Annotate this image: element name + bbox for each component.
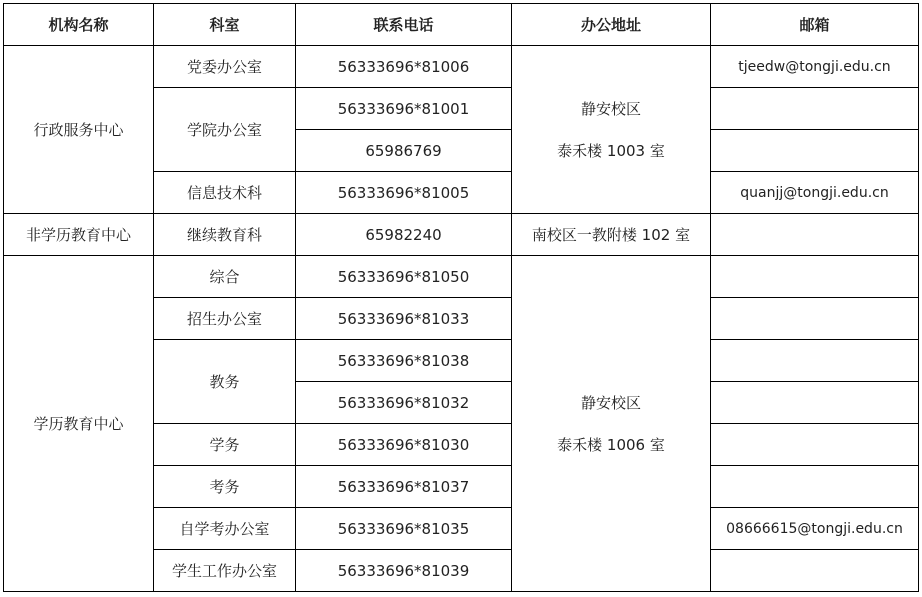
org-cell-non-degree: 非学历教育中心 <box>4 214 154 256</box>
address-campus: 静安校区 <box>580 99 641 118</box>
dept-cell: 自学考办公室 <box>154 508 296 550</box>
phone-cell: 56333696*81001 <box>296 88 512 130</box>
email-cell <box>711 130 919 172</box>
dept-cell: 学生工作办公室 <box>154 550 296 592</box>
email-cell <box>711 256 919 298</box>
contact-table <box>3 3 919 592</box>
email-cell <box>711 298 919 340</box>
dept-cell: 招生办公室 <box>154 298 296 340</box>
dept-cell: 学务 <box>154 424 296 466</box>
dept-cell: 党委办公室 <box>154 46 296 88</box>
email-cell <box>711 382 919 424</box>
email-cell <box>711 550 919 592</box>
dept-cell: 综合 <box>154 256 296 298</box>
header-address: 办公地址 <box>512 4 711 46</box>
address-cell-jingan-1003 <box>512 46 711 214</box>
phone-cell: 56333696*81039 <box>296 550 512 592</box>
header-email: 邮箱 <box>711 4 919 46</box>
phone-cell: 56333696*81033 <box>296 298 512 340</box>
email-cell <box>711 424 919 466</box>
header-row <box>4 4 919 46</box>
phone-cell: 56333696*81050 <box>296 256 512 298</box>
dept-cell: 考务 <box>154 466 296 508</box>
address-cell-south-102: 南校区一教附楼 102 室 <box>512 214 711 256</box>
address-room: 泰禾楼 1006 室 <box>557 435 665 454</box>
dept-cell: 学院办公室 <box>154 88 296 172</box>
email-cell: quanjj@tongji.edu.cn <box>711 172 919 214</box>
address-campus: 静安校区 <box>580 393 641 412</box>
header-org: 机构名称 <box>4 4 154 46</box>
email-cell: tjeedw@tongji.edu.cn <box>711 46 919 88</box>
table-row <box>4 214 919 256</box>
phone-cell: 56333696*81006 <box>296 46 512 88</box>
org-cell-admin: 行政服务中心 <box>4 46 154 214</box>
phone-cell: 56333696*81005 <box>296 172 512 214</box>
phone-cell: 56333696*81032 <box>296 382 512 424</box>
dept-cell: 教务 <box>154 340 296 424</box>
address-cell-jingan-1006 <box>512 256 711 592</box>
phone-cell: 65986769 <box>296 130 512 172</box>
email-cell <box>711 214 919 256</box>
phone-cell: 56333696*81030 <box>296 424 512 466</box>
org-cell-degree: 学历教育中心 <box>4 256 154 592</box>
email-cell <box>711 340 919 382</box>
phone-cell: 56333696*81038 <box>296 340 512 382</box>
phone-cell: 56333696*81037 <box>296 466 512 508</box>
email-cell: 08666615@tongji.edu.cn <box>711 508 919 550</box>
header-phone: 联系电话 <box>296 4 512 46</box>
header-dept: 科室 <box>154 4 296 46</box>
dept-cell: 继续教育科 <box>154 214 296 256</box>
address-room: 泰禾楼 1003 室 <box>557 141 665 160</box>
email-cell <box>711 88 919 130</box>
phone-cell: 65982240 <box>296 214 512 256</box>
table-row <box>4 46 919 88</box>
phone-cell: 56333696*81035 <box>296 508 512 550</box>
table-row <box>4 256 919 298</box>
email-cell <box>711 466 919 508</box>
dept-cell: 信息技术科 <box>154 172 296 214</box>
